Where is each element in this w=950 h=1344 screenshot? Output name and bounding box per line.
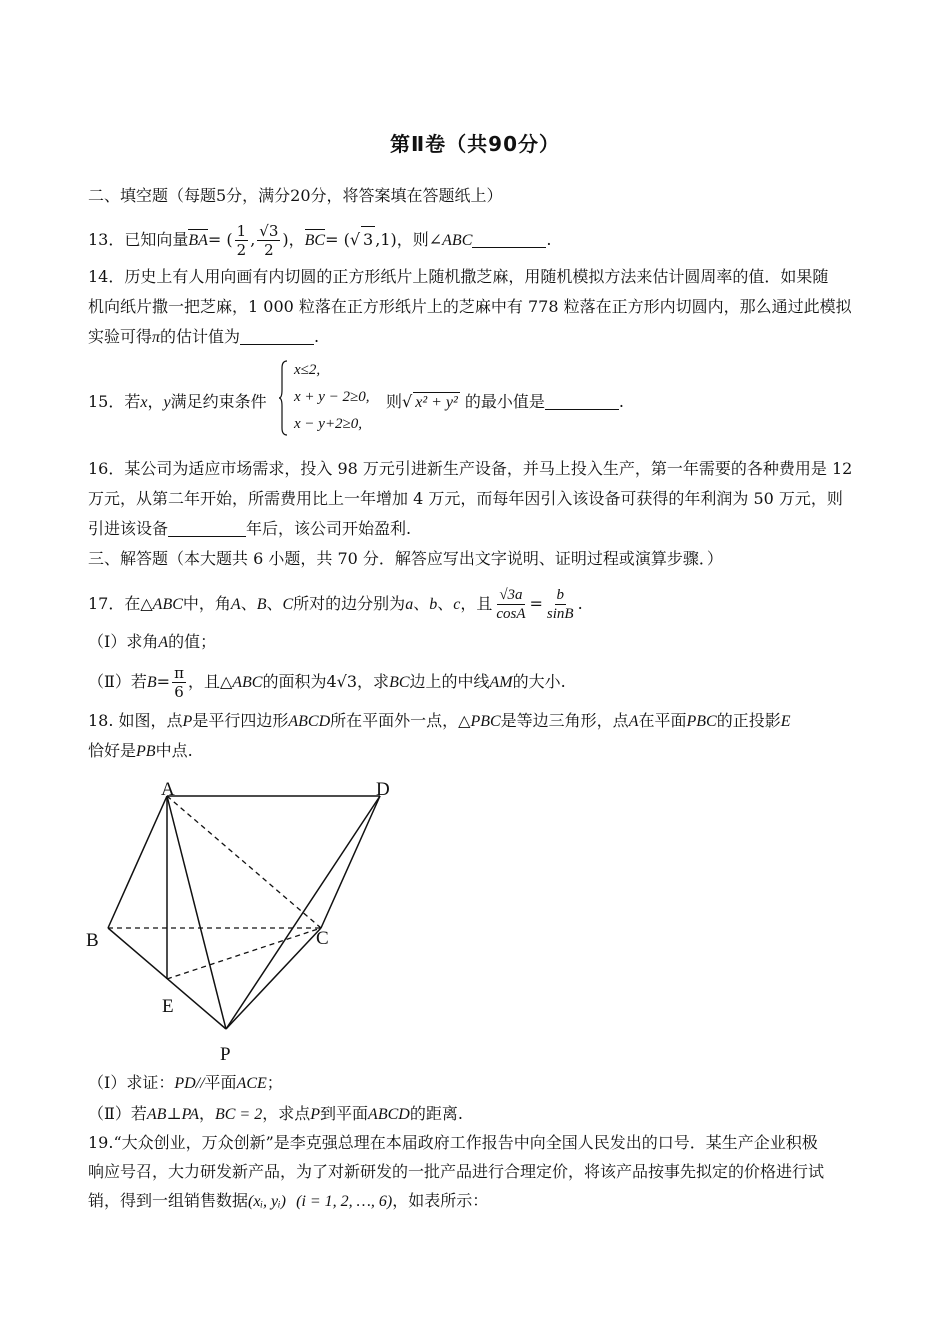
answer-blank-14[interactable] [240, 328, 314, 345]
label-a: A [161, 779, 175, 800]
q17-p2-text: ，求 [357, 672, 390, 691]
para-abcd: ABCD [288, 713, 331, 730]
q18-p2-text: ，求点 [262, 1104, 311, 1123]
sqrt-x2-y2: x² + y² [415, 394, 458, 411]
q18-p1-text: （Ⅰ）求证： [88, 1073, 175, 1092]
index-range: (i = 1, 2, …, 6) [296, 1193, 393, 1210]
q17-p1-text: （Ⅰ）求角 [88, 632, 159, 651]
q19-text: ，如表所示： [392, 1191, 489, 1210]
angle-b: B [256, 596, 267, 613]
q15-tail: 的最小值是 [464, 392, 545, 411]
point-p: P [182, 713, 193, 730]
q18-text: 18. 如图，点 [88, 711, 183, 730]
question-14-line2: 机向纸片撒一把芝麻，1 000 粒落在正方形纸片上的芝麻中有 778 粒落在正方形内切圆内，那么通过此模拟 [88, 297, 852, 316]
q18-text: 恰好是 [88, 741, 137, 760]
question-14-line3 [88, 327, 868, 348]
q17-sep: 、 [240, 594, 257, 613]
q18-text: 是平行四边形 [192, 711, 289, 730]
q16-text: 引进该设备 [88, 519, 169, 538]
label-p: P [220, 1044, 231, 1065]
q13-comma: , [250, 230, 256, 249]
frac-den: cosA [496, 606, 526, 622]
q13-eq2: = ( [325, 230, 350, 249]
area-value: 4√3 [326, 672, 358, 691]
q13-tail: ,1)，则 [375, 230, 429, 249]
q18-text: 中点. [155, 741, 193, 760]
edge-dp [226, 796, 380, 1029]
point-p: P [310, 1106, 321, 1123]
q15-text: 15．若 [88, 392, 141, 411]
edge-dc [321, 796, 380, 928]
question-13: 13．已知向量BA= ( $\frac{1}{2}$ , $\frac{√3}{2}$ )，BC= (√ 3 ,1)，则∠ABC . [88, 222, 552, 259]
question-18-line2 [88, 741, 868, 762]
q18-p2-text: 的距离. [409, 1104, 463, 1123]
question-19-line3 [88, 1191, 868, 1212]
solid-edges [108, 796, 380, 1029]
q17-text: ，且 [460, 594, 493, 613]
q18-p2-text: ， [198, 1104, 215, 1123]
side-a: a [405, 596, 414, 613]
segment-pb: PB [136, 743, 156, 760]
q18-part-2 [88, 1104, 868, 1125]
q17-text: 中，角 [182, 594, 231, 613]
edge-ap [167, 796, 226, 1029]
brace-icon [278, 360, 288, 436]
frac-den: 2 [236, 241, 247, 259]
section-2-heading: 二、填空题（每题5分，满分20分，将答案填在答题纸上） [88, 186, 503, 205]
q17-p2-text: 的大小. [512, 672, 566, 691]
q18-p1-text: 平面 [204, 1073, 237, 1092]
q13-eq1: = ( [207, 230, 233, 249]
side-c: c [453, 596, 461, 613]
q17-sep: 、 [437, 594, 454, 613]
q17-p2-text: （Ⅱ）若 [88, 672, 147, 691]
frac-den: sinB [546, 606, 574, 622]
var-y: y [163, 394, 171, 411]
fraction-sqrt3a-cosa [494, 586, 527, 623]
question-17 [88, 586, 868, 623]
frac-den: 6 [174, 683, 184, 701]
angle-b: B [146, 674, 157, 691]
q17-p1-text: 的值； [168, 632, 217, 651]
question-16-line3 [88, 519, 868, 539]
side-b: b [429, 596, 438, 613]
q15-cond: 满足约束条件 [170, 392, 267, 411]
median-am: AM [489, 674, 513, 691]
point-a: A [628, 713, 639, 730]
hidden-edges [108, 796, 321, 979]
q18-text: 是等边三角形，点 [500, 711, 629, 730]
q16-text: 年后，该公司开始盈利. [246, 519, 412, 538]
page-title: 第Ⅱ卷（共90分） [389, 132, 560, 156]
frac-num: √3 [259, 222, 279, 240]
data-pair: (xᵢ, yᵢ) [248, 1193, 286, 1210]
q18-p1-text: ； [266, 1073, 283, 1092]
q13-text: 13．已知向量 [88, 230, 189, 249]
q17-part-1 [88, 632, 868, 653]
question-14-line1: 14．历史上有人用向画有内切圆的正方形纸片上随机撒芝麻，用随机模拟方法来估计圆周率的值．如果随 [88, 267, 829, 286]
q17-p2-text: ，且△ [187, 672, 233, 691]
label-d: D [376, 779, 390, 800]
constraint-1: x≤2, [294, 362, 321, 378]
answer-blank-15[interactable] [545, 393, 619, 410]
constraint-2: x + y − 2≥0, [294, 389, 370, 405]
angle-c: C [282, 596, 294, 613]
tri-abc: ABC [232, 674, 263, 691]
angle-a: A [230, 596, 241, 613]
label-c: C [316, 928, 329, 949]
answer-blank-16[interactable] [168, 520, 246, 537]
q17-eq: = [529, 594, 543, 613]
tri-pbc: △PBC [458, 713, 501, 730]
fraction-half [235, 222, 249, 259]
vector-ba: BA [188, 228, 208, 254]
q17-p2-eq: = [156, 672, 171, 691]
sqrt-3: 3 [361, 226, 375, 253]
var-x: x [140, 394, 148, 411]
frac-num: 1 [236, 222, 247, 240]
frac-den: 2 [264, 241, 274, 259]
geometry-figure [78, 770, 408, 1070]
question-16-line1: 16．某公司为适应市场需求，投入 98 万元引进新生产设备，并马上投入生产，第一年需要的各种费用是 12 [88, 459, 853, 478]
label-b: B [86, 930, 99, 951]
q17-sep: 、 [413, 594, 430, 613]
angle-abc: ∠ABC [428, 232, 473, 249]
q19-text: 销，得到一组销售数据 [88, 1191, 249, 1210]
question-15-tail: 则√ x² + y² 的最小值是 . [386, 392, 625, 411]
q14-text: 的估计值为 [160, 327, 241, 346]
q17-p2-text: 边上的中线 [409, 672, 490, 691]
fraction-b-sinb [545, 586, 576, 623]
point-e: E [780, 713, 791, 730]
frac-num: √3a [499, 587, 523, 603]
angle-a: A [158, 634, 169, 651]
q17-sep: 、 [266, 594, 283, 613]
plane-pbc: PBC [686, 713, 717, 730]
side-bc: BC [389, 674, 410, 691]
section-3-heading: 三、解答题（本大题共 6 小题，共 70 分．解答应写出文字说明、证明过程或演算步骤．） [88, 549, 723, 568]
plane-ace: ACE [236, 1075, 267, 1092]
question-18-line1 [88, 711, 868, 732]
q14-end: . [314, 327, 320, 346]
q18-text: 所在平面外一点， [330, 711, 459, 730]
line-pd: PD// [174, 1075, 205, 1092]
q17-p2-text: 的面积为 [262, 672, 327, 691]
cond-bc: BC = 2 [214, 1106, 263, 1123]
q18-text: 的正投影 [716, 711, 781, 730]
q17-text: 所对的边分别为 [293, 594, 406, 613]
constraint-3: x − y+2≥0, [294, 416, 363, 432]
question-16-line2: 万元，从第二年开始，所需费用比上一年增加 4 万元，而每年因引入该设备可获得的年利润为 50 万元，则 [88, 489, 843, 508]
q18-p2-text: 到平面 [320, 1104, 369, 1123]
pi-symbol: π [152, 329, 161, 346]
frac-num: π [174, 664, 184, 682]
q15-then: 则 [386, 392, 403, 411]
q15-sep: ， [147, 392, 164, 411]
edge-ac [167, 796, 321, 928]
fraction-sqrt3-half [257, 222, 280, 259]
q14-text: 实验可得 [88, 327, 153, 346]
question-19-line1: 19.“大众创业，万众创新”是李克强总理在本届政府工作报告中向全国人民发出的口号．某生产企业积极 [88, 1133, 818, 1152]
cond-ab-pa: AB⊥PA [146, 1106, 199, 1123]
q18-p2-text: （Ⅱ）若 [88, 1104, 147, 1123]
q13-close: )， [282, 230, 305, 249]
q17-end: . [577, 594, 583, 613]
label-e: E [162, 996, 174, 1017]
vector-bc: BC [305, 228, 325, 254]
tri-abc: ABC [152, 596, 183, 613]
q18-part-1 [88, 1073, 868, 1094]
q17-text: 17．在△ [88, 594, 153, 613]
plane-abcd: ABCD [368, 1106, 410, 1123]
q17-part-2 [88, 664, 868, 701]
q13-end: . [546, 230, 552, 249]
edge-ab [108, 796, 167, 928]
q15-end: . [618, 392, 625, 411]
answer-blank-13[interactable] [472, 231, 546, 248]
fraction-pi-6 [172, 664, 186, 701]
frac-num: b [556, 587, 564, 603]
q18-text: 在平面 [638, 711, 687, 730]
question-19-line2: 响应号召，大力研发新产品，为了对新研发的一批产品进行合理定价，将该产品按事先拟定的价格进行试 [88, 1162, 825, 1181]
